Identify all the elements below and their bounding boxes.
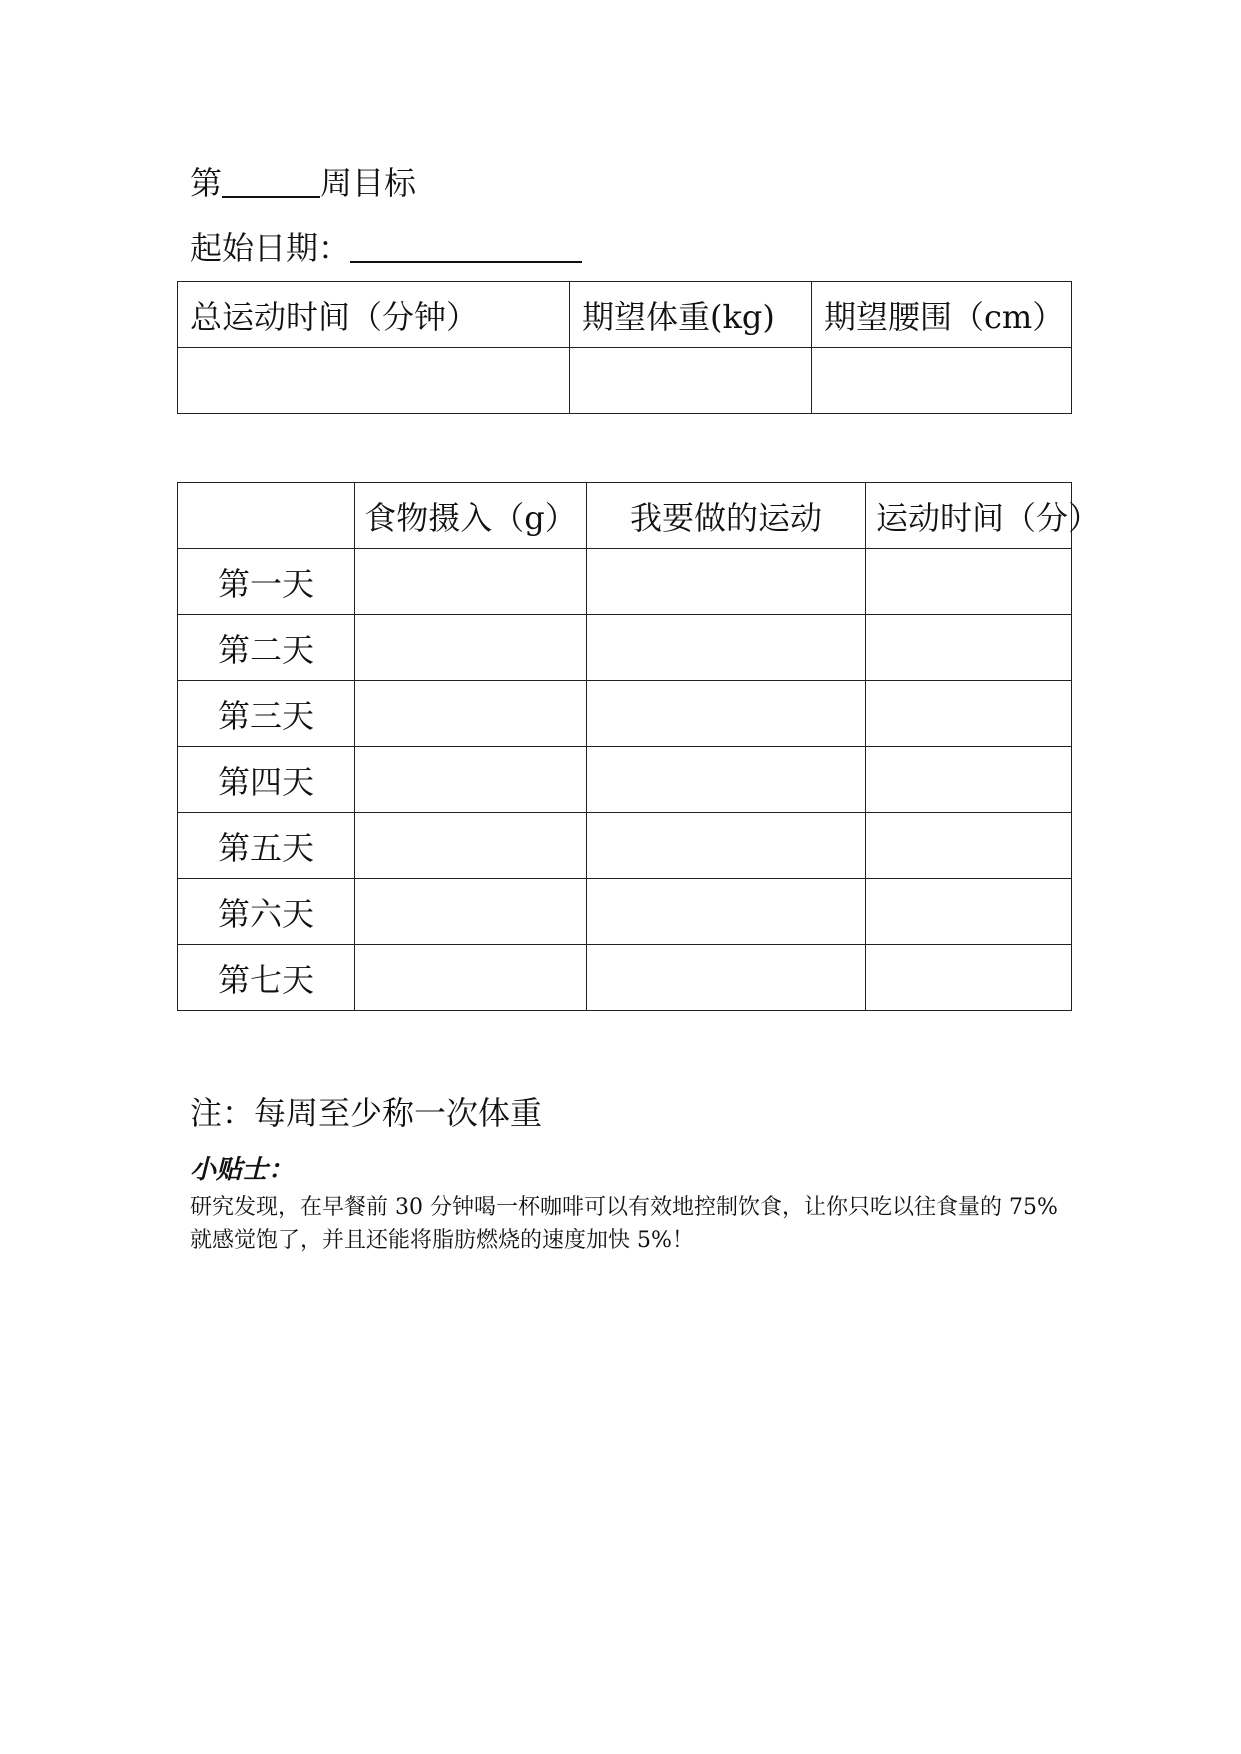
exercise-cell[interactable] [587, 813, 866, 879]
week-goal-title [190, 163, 416, 203]
day-label: 第五天 [178, 813, 355, 879]
daily-header-exercise-time: 运动时间（分） [866, 483, 1072, 549]
food-cell[interactable] [355, 681, 587, 747]
exercise-cell[interactable] [587, 549, 866, 615]
tips-title: 小贴士： [190, 1155, 295, 1185]
exercise-time-cell[interactable] [866, 549, 1072, 615]
goal-value-target-weight[interactable] [570, 348, 812, 414]
goal-value-target-waist[interactable] [812, 348, 1072, 414]
table-row [178, 813, 1072, 879]
food-cell[interactable] [355, 747, 587, 813]
table-row [178, 549, 1072, 615]
table-row [178, 747, 1072, 813]
daily-header-day [178, 483, 355, 549]
goal-header-total-time: 总运动时间（分钟） [178, 282, 570, 348]
goal-header-target-waist: 期望腰围（cm） [812, 282, 1072, 348]
exercise-time-cell[interactable] [866, 681, 1072, 747]
week-number-blank[interactable] [222, 166, 320, 198]
exercise-time-cell[interactable] [866, 615, 1072, 681]
weigh-note: 注：每周至少称一次体重 [190, 1094, 543, 1132]
daily-table [177, 482, 1101, 1011]
food-cell[interactable] [355, 879, 587, 945]
day-label: 第三天 [178, 681, 355, 747]
table-row [178, 681, 1072, 747]
goal-header-target-weight: 期望体重(kg) [570, 282, 812, 348]
goal-header-row [178, 282, 1072, 348]
week-suffix: 周目标 [320, 164, 417, 202]
food-cell[interactable] [355, 615, 587, 681]
food-cell[interactable] [355, 945, 587, 1011]
food-cell[interactable] [355, 813, 587, 879]
day-label: 第一天 [178, 549, 355, 615]
day-label: 第六天 [178, 879, 355, 945]
daily-header-row [178, 483, 1072, 549]
exercise-cell[interactable] [587, 615, 866, 681]
day-label: 第四天 [178, 747, 355, 813]
daily-header-food: 食物摄入（g） [355, 483, 587, 549]
exercise-time-cell[interactable] [866, 879, 1072, 945]
exercise-time-cell[interactable] [866, 945, 1072, 1011]
food-cell[interactable] [355, 549, 587, 615]
exercise-cell[interactable] [587, 945, 866, 1011]
day-label: 第七天 [178, 945, 355, 1011]
table-row [178, 879, 1072, 945]
goal-table [177, 281, 1072, 414]
goal-value-row [178, 348, 1072, 414]
start-date-label: 起始日期： [190, 229, 351, 267]
tips-body: 研究发现，在早餐前 30 分钟喝一杯咖啡可以有效地控制饮食，让你只吃以往食量的 75%就感觉饱了，并且还能将脂肪燃烧的速度加快 5%！ [190, 1195, 1058, 1253]
exercise-cell[interactable] [587, 879, 866, 945]
day-label: 第二天 [178, 615, 355, 681]
start-date-blank[interactable] [350, 231, 582, 263]
week-prefix: 第 [190, 164, 223, 202]
exercise-time-cell[interactable] [866, 813, 1072, 879]
goal-value-total-time[interactable] [178, 348, 570, 414]
exercise-time-cell[interactable] [866, 747, 1072, 813]
table-row [178, 945, 1072, 1011]
start-date-line [190, 228, 582, 268]
exercise-cell[interactable] [587, 747, 866, 813]
daily-header-exercise: 我要做的运动 [587, 483, 866, 549]
table-row [178, 615, 1072, 681]
exercise-cell[interactable] [587, 681, 866, 747]
